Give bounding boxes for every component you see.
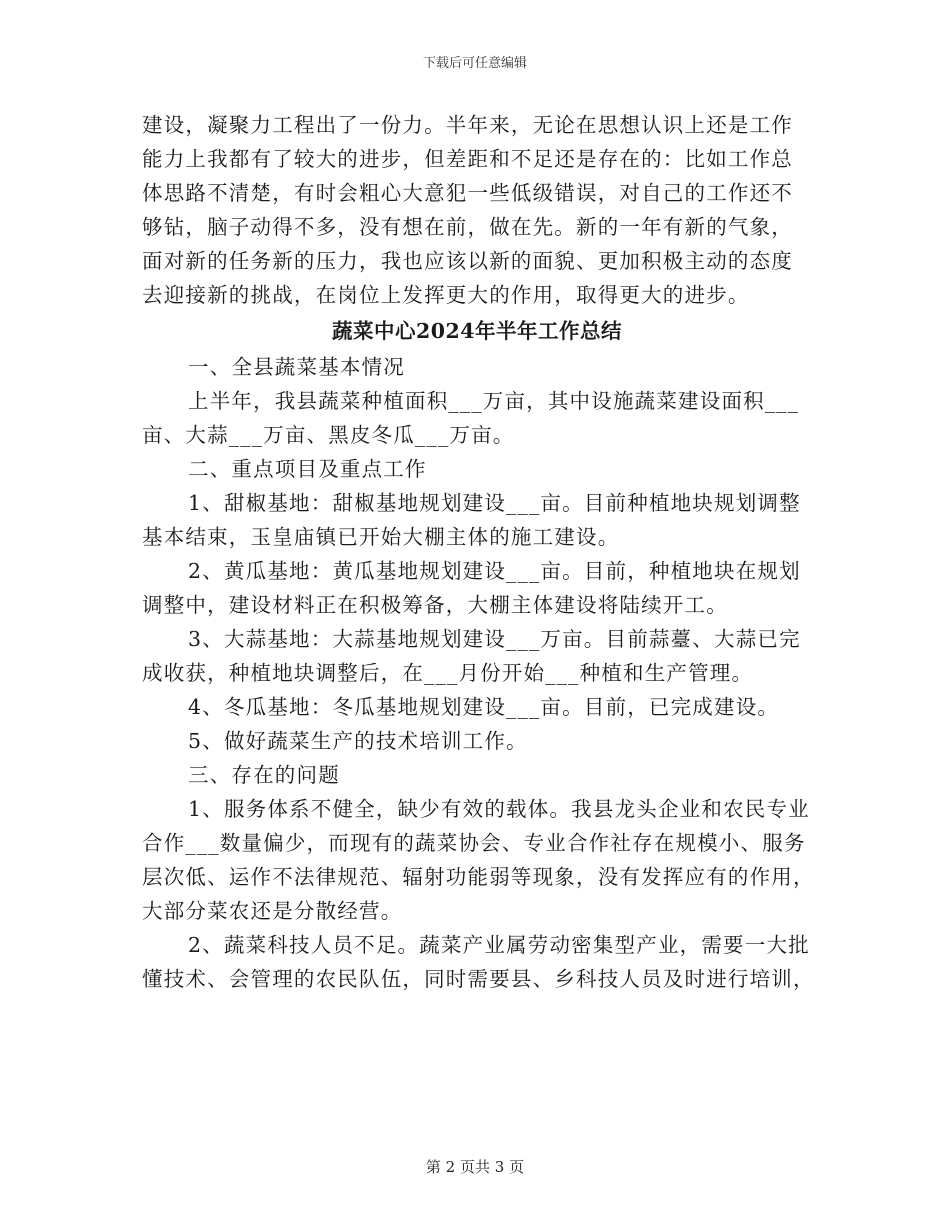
document-title: 蔬菜中心2024年半年工作总结: [331, 319, 623, 343]
text-line: 4、冬瓜基地：冬瓜基地规划建设___亩。目前，已完成建设。: [188, 695, 780, 719]
text-line: 5、做好蔬菜生产的技术培训工作。: [188, 729, 528, 753]
document-body: [142, 108, 815, 996]
text-line: 能力上我都有了较大的进步，但差距和不足还是存在的：比如工作总: [142, 147, 793, 171]
text-line: 懂技术、会管理的农民队伍，同时需要县、乡科技人员及时进行培训，: [142, 967, 815, 991]
section-heading: 一、全县蔬菜基本情况: [188, 355, 405, 379]
text-line: 上半年，我县蔬菜种植面积___万亩，其中设施蔬菜建设面积___: [188, 389, 800, 413]
section-heading: 二、重点项目及重点工作: [188, 457, 427, 481]
text-line: 够钻，脑子动得不多，没有想在前，做在先。新的一年有新的气象，: [142, 215, 793, 239]
text-line: 基本结束，玉皇庙镇已开始大棚主体的施工建设。: [142, 525, 620, 549]
page-header: 下载后可任意编辑: [422, 56, 527, 71]
text-line: 1、服务体系不健全，缺少有效的载体。我县龙头企业和农民专业: [188, 797, 810, 821]
section-heading: 三、存在的问题: [188, 763, 340, 787]
page-number: 第 2 页共 3 页: [425, 1158, 525, 1176]
text-line: 成收获，种植地块调整后，在___月份开始___种植和生产管理。: [142, 661, 754, 685]
text-line: 去迎接新的挑战，在岗位上发挥更大的作用，取得更大的进步。: [142, 283, 750, 307]
text-line: 2、黄瓜基地：黄瓜基地规划建设___亩。目前，种植地块在规划: [188, 559, 801, 583]
text-line: 层次低、运作不法律规范、辐射功能弱等现象，没有发挥应有的作用，: [142, 865, 815, 889]
text-line: 3、大蒜基地：大蒜基地规划建设___万亩。目前蒜薹、大蒜已完: [188, 627, 801, 651]
text-line: 调整中，建设材料正在积极筹备，大棚主体建设将陆续开工。: [142, 593, 728, 617]
text-line: 体思路不清楚，有时会粗心大意犯一些低级错误，对自己的工作还不: [142, 181, 793, 205]
text-line: 2、蔬菜科技人员不足。蔬菜产业属劳动密集型产业，需要一大批: [188, 933, 810, 957]
text-line: 建设，凝聚力工程出了一份力。半年来，无论在思想认识上还是工作: [142, 113, 793, 137]
text-line: 1、甜椒基地：甜椒基地规划建设___亩。目前种植地块规划调整: [188, 491, 801, 515]
text-line: 面对新的任务新的压力，我也应该以新的面貌、更加积极主动的态度: [142, 249, 793, 273]
text-line: 合作___数量偏少，而现有的蔬菜协会、专业合作社存在规模小、服务: [142, 831, 806, 855]
text-line: 亩、大蒜___万亩、黑皮冬瓜___万亩。: [142, 423, 515, 447]
text-line: 大部分菜农还是分散经营。: [142, 899, 403, 923]
